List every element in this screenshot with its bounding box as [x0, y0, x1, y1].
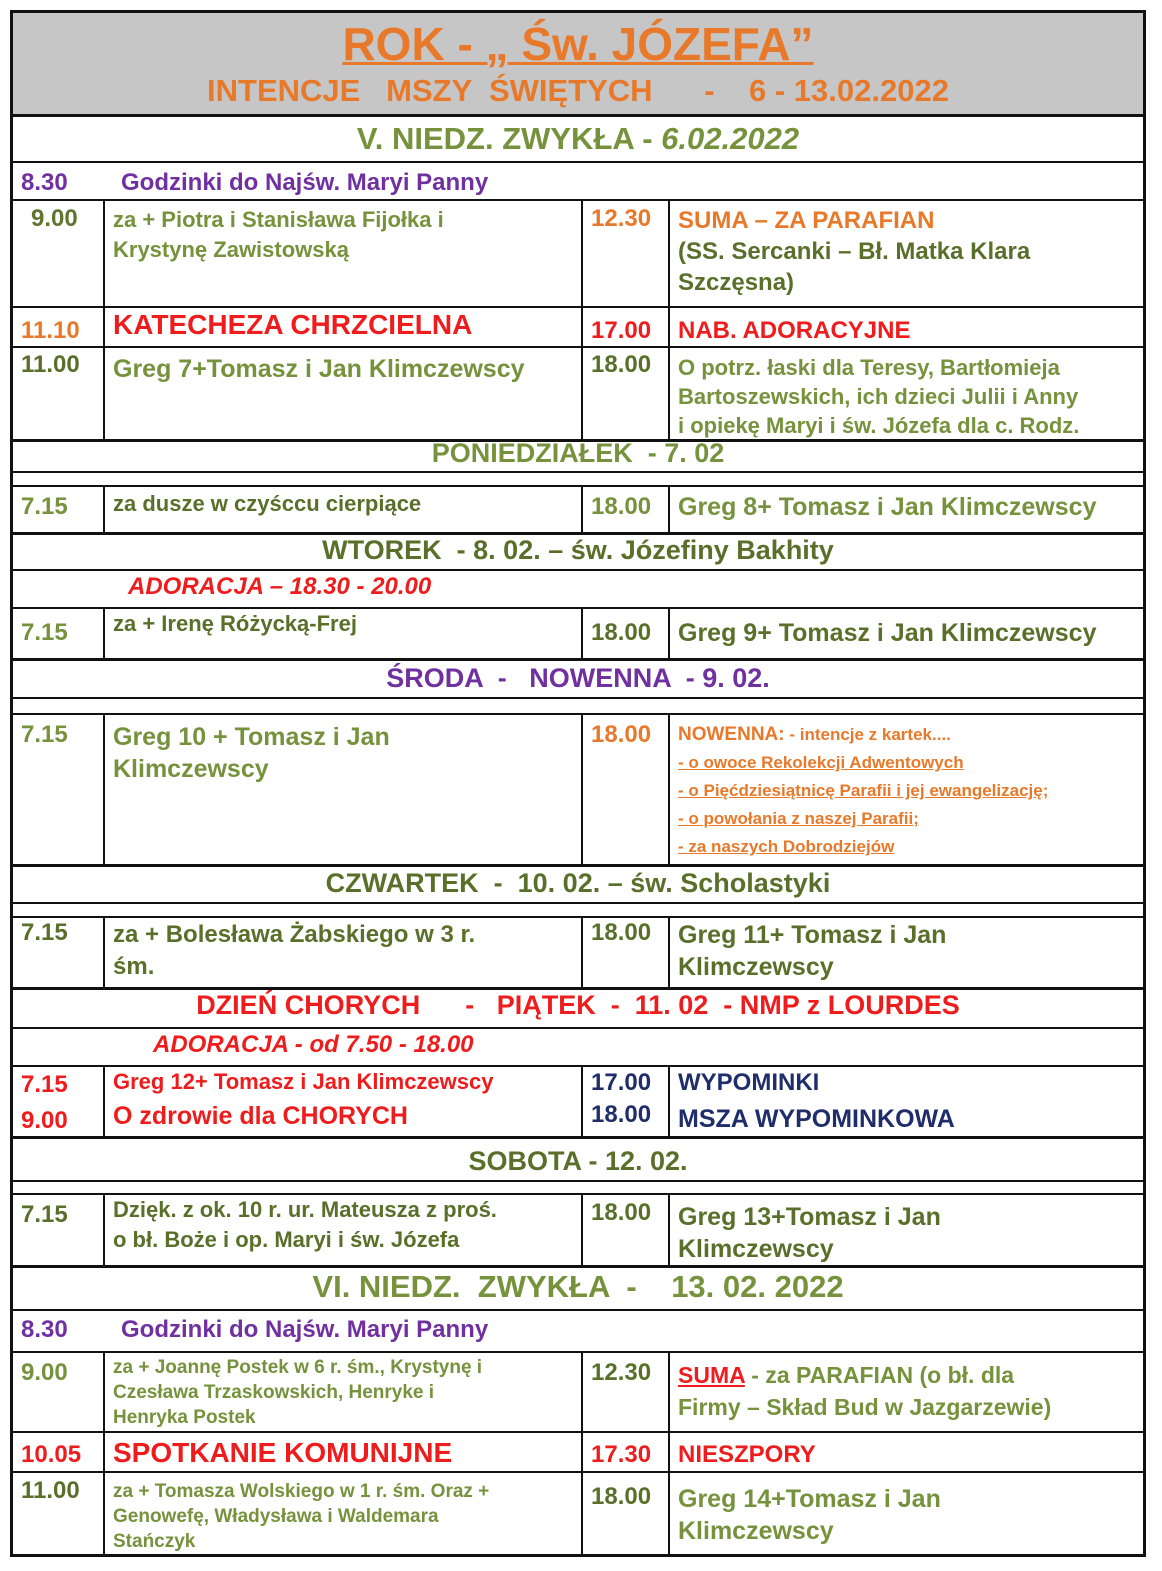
mass-intention: NAB. ADORACYJNE — [678, 317, 911, 344]
divider — [13, 864, 1143, 867]
mass-intention: Godzinki do Najśw. Maryi Panny — [121, 1316, 489, 1343]
mass-intention — [113, 919, 475, 983]
divider — [13, 306, 1143, 308]
day-heading-friday: DZIEŃ CHORYCH - PIĄTEK - 11. 02 - NMP z LOURDES — [196, 990, 960, 1020]
adoration-note: ADORACJA – 18.30 - 20.00 — [128, 573, 432, 600]
divider — [13, 1180, 1143, 1182]
divider — [13, 161, 1143, 163]
adoration-note: ADORACJA - od 7.50 - 18.00 — [153, 1031, 474, 1058]
divider — [13, 1309, 1143, 1311]
mass-intention — [113, 1355, 482, 1430]
mass-intention: O zdrowie dla CHORYCH — [113, 1102, 408, 1130]
mass-time: 18.00 — [591, 1101, 652, 1128]
divider — [13, 697, 1143, 699]
intention-line: Greg 13+Tomasz i Jan — [678, 1203, 941, 1231]
column-divider — [103, 1065, 105, 1137]
mass-intention — [113, 205, 444, 265]
intention-line: Greg 10 + Tomasz i Jan — [113, 723, 390, 751]
day-heading-monday: PONIEDZIAŁEK - 7. 02 — [431, 438, 725, 468]
intention-line: Greg 14+Tomasz i Jan — [678, 1485, 941, 1513]
column-divider — [668, 1065, 670, 1137]
divider — [13, 658, 1143, 661]
novena-intentions — [678, 721, 1048, 861]
intention-line: o bł. Boże i op. Maryi i św. Józefa — [113, 1227, 460, 1252]
intention-line: Krystynę Zawistowską — [113, 237, 349, 262]
mass-time: 17.00 — [591, 317, 652, 344]
column-divider — [103, 713, 105, 865]
mass-time: 9.00 — [21, 1359, 68, 1386]
mass-time: 7.15 — [21, 919, 68, 946]
mass-time: 9.00 — [21, 1107, 68, 1134]
mass-time: 18.00 — [591, 1483, 652, 1510]
intention-line: i opiekę Maryi i św. Józefa dla c. Rodz. — [678, 413, 1080, 438]
column-divider — [668, 1351, 670, 1554]
mass-time: 10.05 — [21, 1441, 82, 1468]
column-divider — [581, 713, 583, 865]
novena-label: NOWENNA: — [678, 724, 785, 745]
mass-time: 18.00 — [591, 351, 652, 378]
divider — [13, 607, 1143, 609]
mass-intention: Greg 9+ Tomasz i Jan Klimczewscy — [678, 619, 1097, 647]
column-divider — [581, 485, 583, 533]
intention-line: za + Bolesława Żabskiego w 3 r. — [113, 921, 476, 948]
mass-intention — [678, 353, 1079, 440]
intention-line: Genowefę, Władysława i Waldemara — [113, 1506, 439, 1527]
intentions-sheet — [10, 10, 1146, 1557]
column-divider — [103, 1351, 105, 1554]
intention-line: Stańczyk — [113, 1531, 196, 1552]
intention-line: Dzięk. z ok. 10 r. ur. Mateusza z proś. — [113, 1197, 497, 1222]
mass-time: 12.30 — [591, 1359, 652, 1386]
intention-line: - za naszych Dobrodziejów — [678, 837, 895, 856]
intention-line: za + Piotra i Stanisława Fijołka i — [113, 207, 444, 232]
mass-time: 11.10 — [21, 317, 80, 344]
divider — [13, 1027, 1143, 1029]
intention-line: śm. — [113, 953, 155, 980]
intention-line: - o Pięćdziesiątnicę Parafii i jej ewangelizację; — [678, 781, 1049, 800]
mass-intention: za dusze w czyśccu cierpiące — [113, 491, 422, 516]
page-header — [13, 13, 1143, 117]
intention-line: - o powołania z naszej Parafii; — [678, 809, 919, 828]
mass-intention: WYPOMINKI — [678, 1069, 820, 1096]
divider — [13, 916, 1143, 918]
mass-time: 18.00 — [591, 619, 652, 646]
mass-intention: Godzinki do Najśw. Maryi Panny — [121, 169, 489, 196]
column-divider — [103, 199, 105, 439]
mass-time: 18.00 — [591, 919, 652, 946]
day-heading-date: 6.02.2022 — [661, 121, 800, 156]
column-divider — [103, 607, 105, 659]
mass-time: 8.30 — [21, 1316, 68, 1343]
intention-line: Klimczewscy — [678, 953, 834, 981]
column-divider — [581, 199, 583, 439]
mass-intention: NIESZPORY — [678, 1441, 816, 1468]
intention-line: O potrz. łaski dla Teresy, Bartłomieja — [678, 355, 1060, 380]
divider — [13, 1431, 1143, 1433]
intention-line: za + Joannę Postek w 6 r. śm., Krystynę i — [113, 1357, 483, 1378]
day-heading-wednesday: ŚRODA - NOWENNA - 9. 02. — [386, 663, 770, 693]
divider — [13, 1136, 1143, 1139]
intention-line: (SS. Sercanki – Bł. Matka Klara — [678, 238, 1031, 265]
day-heading-thursday: CZWARTEK - 10. 02. – św. Scholastyki — [325, 868, 831, 898]
divider — [13, 1471, 1143, 1473]
mass-intention: SPOTKANIE KOMUNIJNE — [113, 1437, 453, 1468]
column-divider — [668, 916, 670, 988]
column-divider — [581, 916, 583, 988]
divider — [13, 902, 1143, 904]
mass-time: 7.15 — [21, 493, 68, 520]
mass-time: 8.30 — [21, 169, 68, 196]
mass-intention — [113, 721, 390, 785]
column-divider — [668, 607, 670, 659]
intention-line: Firmy – Skład Bud w Jazgarzewie) — [678, 1394, 1052, 1420]
column-divider — [581, 1065, 583, 1137]
mass-time: 18.00 — [591, 493, 652, 520]
divider — [13, 485, 1143, 487]
mass-intention — [678, 1201, 941, 1265]
mass-time: 7.15 — [21, 619, 68, 646]
page-title: ROK - „ Św. JÓZEFA” — [342, 18, 814, 70]
divider — [13, 569, 1143, 571]
mass-intention: za + Irenę Różycką-Frej — [113, 611, 357, 636]
suma-label: SUMA — [678, 1362, 745, 1388]
mass-intention — [113, 1479, 489, 1554]
mass-time: 18.00 — [591, 1199, 652, 1226]
intention-line: Greg 11+ Tomasz i Jan — [678, 921, 947, 949]
mass-intention — [678, 205, 1030, 298]
mass-intention — [678, 919, 946, 983]
column-divider — [668, 199, 670, 439]
day-heading-saturday: SOBOTA - 12. 02. — [468, 1146, 688, 1176]
intention-line: Bartoszewskich, ich dzieci Julii i Anny — [678, 384, 1079, 409]
intention-line: Klimczewscy — [678, 1235, 834, 1263]
mass-intention: MSZA WYPOMINKOWA — [678, 1105, 955, 1133]
day-heading-sunday-1 — [13, 121, 1143, 157]
divider — [13, 199, 1143, 201]
divider — [13, 346, 1143, 348]
divider — [13, 1065, 1143, 1067]
mass-intention: KATECHEZA CHRZCIELNA — [113, 309, 473, 340]
column-divider — [668, 713, 670, 865]
intention-line: - za PARAFIAN (o bł. dla — [744, 1362, 1015, 1388]
column-divider — [103, 485, 105, 533]
mass-intention: Greg 8+ Tomasz i Jan Klimczewscy — [678, 493, 1097, 521]
intention-line: SUMA – ZA PARAFIAN — [678, 207, 935, 234]
mass-time: 17.00 — [591, 1069, 652, 1096]
mass-intention: Greg 7+Tomasz i Jan Klimczewscy — [113, 355, 525, 383]
mass-time: 7.15 — [21, 1201, 68, 1228]
day-heading-sunday-2: VI. NIEDZ. ZWYKŁA - 13. 02. 2022 — [312, 1269, 844, 1304]
intention-line: - intencje z kartek.... — [784, 725, 951, 744]
mass-time: 12.30 — [591, 205, 652, 232]
mass-time: 18.00 — [591, 721, 652, 748]
divider — [13, 471, 1143, 473]
column-divider — [581, 607, 583, 659]
intention-line: Klimczewscy — [678, 1517, 834, 1545]
mass-intention — [678, 1483, 941, 1547]
mass-intention: Greg 12+ Tomasz i Jan Klimczewscy — [113, 1069, 494, 1094]
mass-time: 7.15 — [21, 1071, 68, 1098]
intention-line: za + Tomasza Wolskiego w 1 r. śm. Oraz + — [113, 1481, 490, 1502]
intention-line: Czesława Trzaskowskich, Henryke i — [113, 1382, 435, 1403]
divider — [13, 1265, 1143, 1268]
page-subtitle: INTENCJE MSZY ŚWIĘTYCH - 6 - 13.02.2022 — [207, 73, 949, 108]
intention-line: Klimczewscy — [113, 755, 269, 783]
column-divider — [103, 1193, 105, 1265]
mass-time: 11.00 — [21, 1477, 80, 1504]
mass-time: 9.00 — [31, 205, 78, 232]
mass-intention — [113, 1195, 497, 1255]
column-divider — [103, 916, 105, 988]
intention-line: Szczęsna) — [678, 269, 795, 296]
column-divider — [668, 485, 670, 533]
mass-time: 17.30 — [591, 1441, 652, 1468]
column-divider — [668, 1193, 670, 1265]
mass-intention — [678, 1359, 1051, 1423]
mass-time: 7.15 — [21, 721, 68, 748]
mass-time: 11.00 — [21, 351, 80, 378]
column-divider — [581, 1193, 583, 1265]
day-heading-text: V. NIEDZ. ZWYKŁA - — [356, 121, 662, 156]
intention-line: - o owoce Rekolekcji Adwentowych — [678, 753, 964, 772]
column-divider — [581, 1351, 583, 1554]
divider — [13, 1351, 1143, 1353]
divider — [13, 713, 1143, 715]
day-heading-tuesday: WTOREK - 8. 02. – św. Józefiny Bakhity — [322, 535, 834, 565]
intention-line: Henryka Postek — [113, 1407, 256, 1428]
